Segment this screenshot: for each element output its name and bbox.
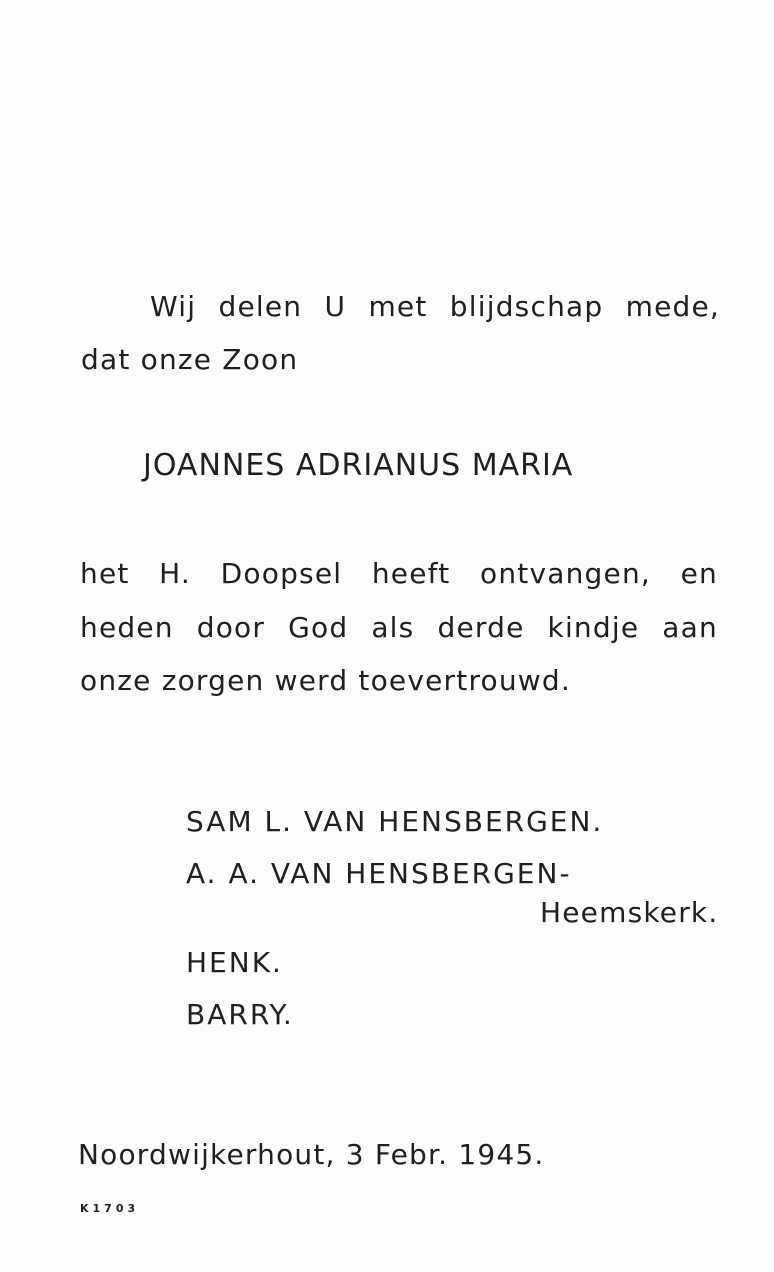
body-word: heden: [80, 611, 174, 644]
body-word: God: [288, 611, 349, 644]
signature-father: SAM L. VAN HENSBERGEN.: [186, 805, 604, 838]
body-word: het: [80, 557, 130, 590]
print-code: K1703: [80, 1202, 140, 1215]
signature-mother: A. A. VAN HENSBERGEN-: [186, 857, 572, 890]
intro-word: U: [324, 290, 347, 323]
body-word: aan: [662, 611, 718, 644]
intro-word: mede,: [625, 290, 720, 323]
body-line-1: [80, 557, 718, 590]
intro-word: met: [368, 290, 428, 323]
body-word: ontvangen,: [480, 557, 651, 590]
body-line-2: [80, 611, 718, 644]
intro-line-1: [150, 290, 720, 323]
child-name: JOANNES ADRIANUS MARIA: [143, 448, 574, 483]
intro-line-2: dat onze Zoon: [81, 343, 299, 376]
body-word: door: [196, 611, 266, 644]
body-word: als: [371, 611, 415, 644]
body-word: en: [680, 557, 718, 590]
body-word: Doopsel: [220, 557, 343, 590]
intro-word: delen: [218, 290, 303, 323]
body-word: derde: [437, 611, 525, 644]
body-line-3: onze zorgen werd toevertrouwd.: [80, 664, 571, 697]
intro-word: blijdschap: [449, 290, 604, 323]
place-and-date: Noordwijkerhout, 3 Febr. 1945.: [78, 1138, 545, 1171]
body-word: H.: [159, 557, 192, 590]
intro-word: Wij: [150, 290, 197, 323]
signature-sibling-henk: HENK.: [186, 946, 283, 979]
body-word: heeft: [371, 557, 451, 590]
signature-mother-maiden-name: Heemskerk.: [540, 896, 719, 929]
body-word: kindje: [547, 611, 640, 644]
signature-sibling-barry: BARRY.: [186, 998, 294, 1031]
